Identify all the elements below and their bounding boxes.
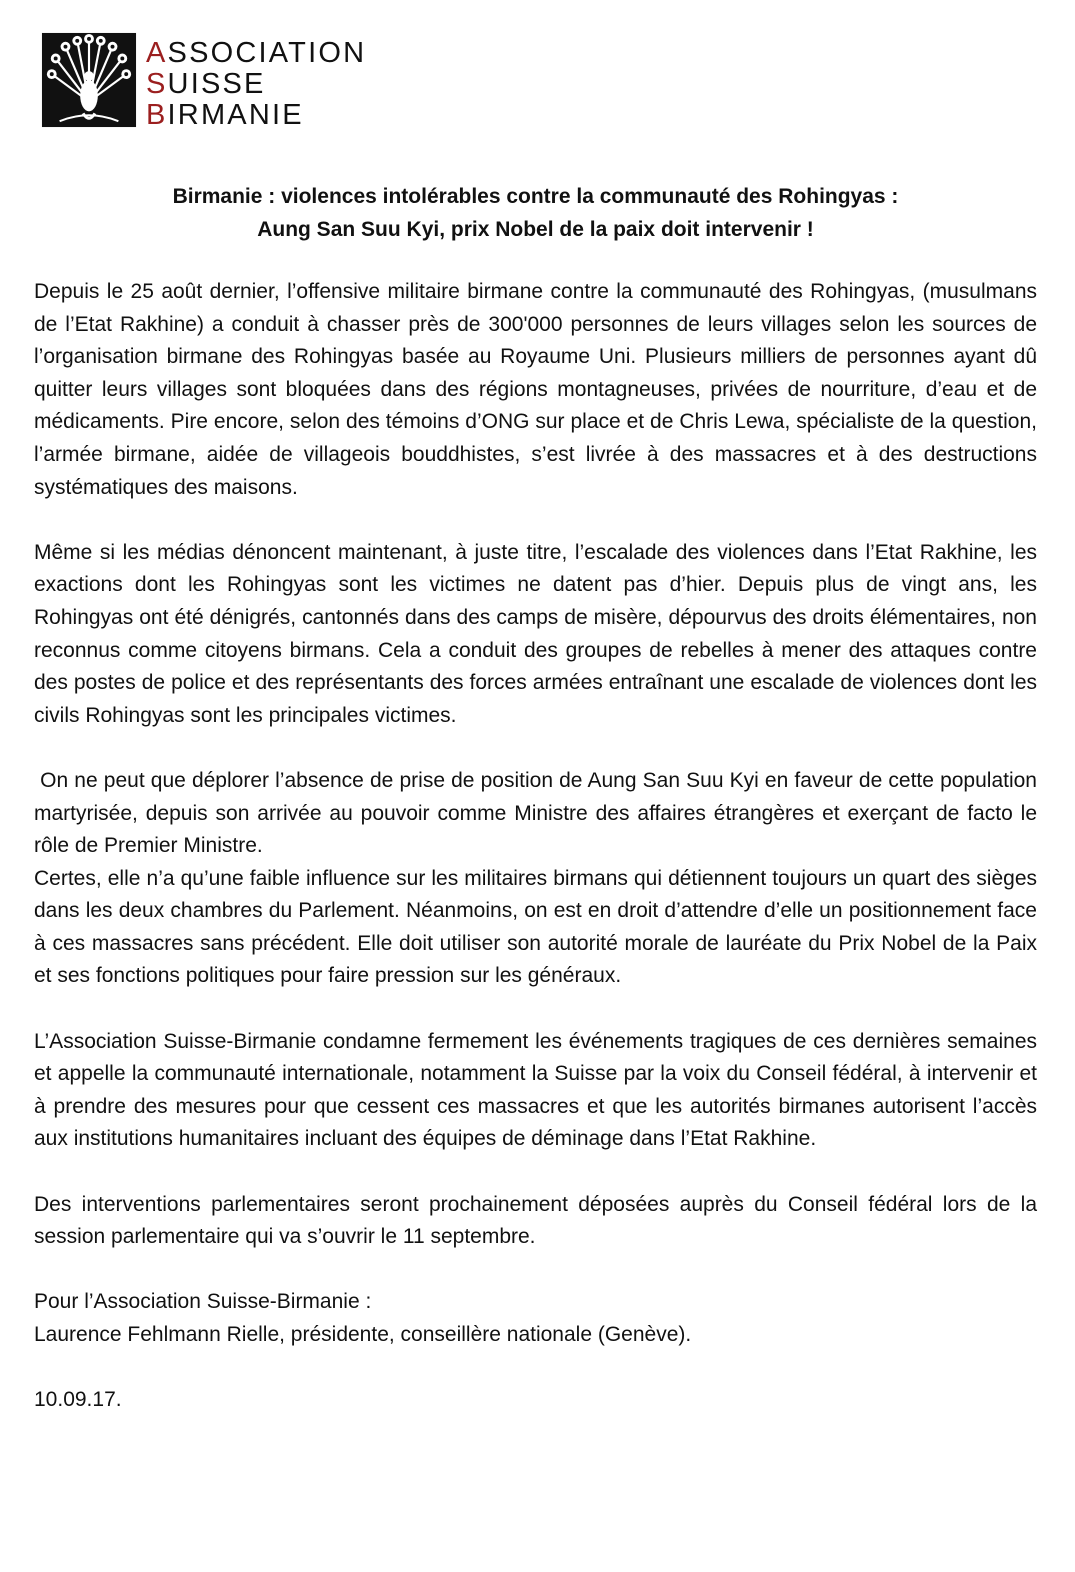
paragraph-spacer bbox=[34, 993, 1037, 1026]
paragraph-3: On ne peut que déplorer l’absence de prise de position de Aung San Suu Kyi en faveur de cette population martyrisée, depuis son arrivée au pouvoir comme Ministre des affaires étrangères et exerçant de facto le rôle de Premier Ministre. bbox=[34, 768, 1043, 858]
document-body bbox=[34, 276, 1043, 1417]
document-date: 10.09.17. bbox=[34, 1388, 122, 1412]
paragraph-1: Depuis le 25 août dernier, l’offensive militaire birmane contre la communauté des Rohingyas, (musulmans de l’Etat Rakhine) a conduit à chasser près de 300'000 personnes de leurs villages selon les sources de l’organisation birmane des Rohingyas basée au Royaume Uni. Plusieurs milliers de personnes ayant dû quitter leurs villages sont bloquées dans des régions montagneuses, privées de nourriture, d’eau et de médicaments. Pire encore, selon des témoins d’ONG sur place et de Chris Lewa, spécialiste de la question, l’armée birmane, aidée de villageois bouddhistes, s’est livrée à des massacres et à des destructions systématiques des maisons. bbox=[34, 280, 1037, 499]
logo-wordmark bbox=[146, 38, 366, 131]
paragraph-spacer bbox=[34, 504, 1037, 537]
logo-line-1: ASSOCIATION bbox=[146, 37, 367, 69]
paragraph-spacer bbox=[34, 1156, 1037, 1189]
title-line-2: Aung San Suu Kyi, prix Nobel de la paix doit intervenir ! bbox=[257, 218, 814, 241]
paragraph-2: Même si les médias dénoncent maintenant, à juste titre, l’escalade des violences dans l’Etat Rakhine, les exactions dont les Rohingyas sont les victimes ne datent pas d’hier. Depuis plus de vingt ans, les Rohingyas ont été dénigrés, cantonnés dans des camps de misère, dépourvus des droits élémentaires, non reconnus comme citoyens birmans. Cela a conduit des groupes de rebelles à mener des attaques contre des postes de police et des représentants des forces armées entraînant une escalade de violences dont les civils Rohingyas sont les principales victimes. bbox=[34, 540, 1037, 727]
signature-line-2: Laurence Fehlmann Rielle, présidente, conseillère nationale (Genève). bbox=[34, 1323, 692, 1346]
peacock-logo-icon bbox=[40, 30, 138, 130]
signature-line-1: Pour l’Association Suisse-Birmanie : bbox=[34, 1290, 372, 1314]
paragraph-spacer bbox=[34, 732, 1037, 765]
paragraph-6: Des interventions parlementaires seront prochainement déposées auprès du Conseil fédéral lors de la session parlementaire qui va s’ouvrir le 11 septembre. bbox=[34, 1192, 1037, 1249]
title-line-1: Birmanie : violences intolérables contre la communauté des Rohingyas : bbox=[172, 185, 899, 208]
logo-line-3: BIRMANIE bbox=[146, 99, 304, 131]
paragraph-5: L’Association Suisse-Birmanie condamne fermement les événements tragiques de ces dernières semaines et appelle la communauté internationale, notamment la Suisse par la voix du Conseil fédéral, à intervenir et à prendre des mesures pour que cessent ces massacres et que les autorités birmanes autorisent l’accès aux institutions humanitaires incluant des équipes de déminage dans l’Etat Rakhine. bbox=[34, 1029, 1037, 1151]
paragraph-spacer bbox=[34, 1254, 1037, 1287]
document-title bbox=[34, 180, 1037, 246]
paragraph-4: Certes, elle n’a qu’une faible influence sur les militaires birmans qui détiennent toujours un quart des sièges dans les deux chambres du Parlement. Néanmoins, on est en droit d’attendre d’elle un positionnement face à ces massacres sans précédent. Elle doit utiliser son autorité morale de lauréate du Prix Nobel de la Paix et ses fonctions politiques pour faire pression sur les généraux. bbox=[34, 866, 1037, 988]
logo-line-2: SUISSE bbox=[146, 68, 266, 100]
paragraph-spacer bbox=[34, 1352, 1037, 1385]
association-logo bbox=[40, 28, 400, 136]
